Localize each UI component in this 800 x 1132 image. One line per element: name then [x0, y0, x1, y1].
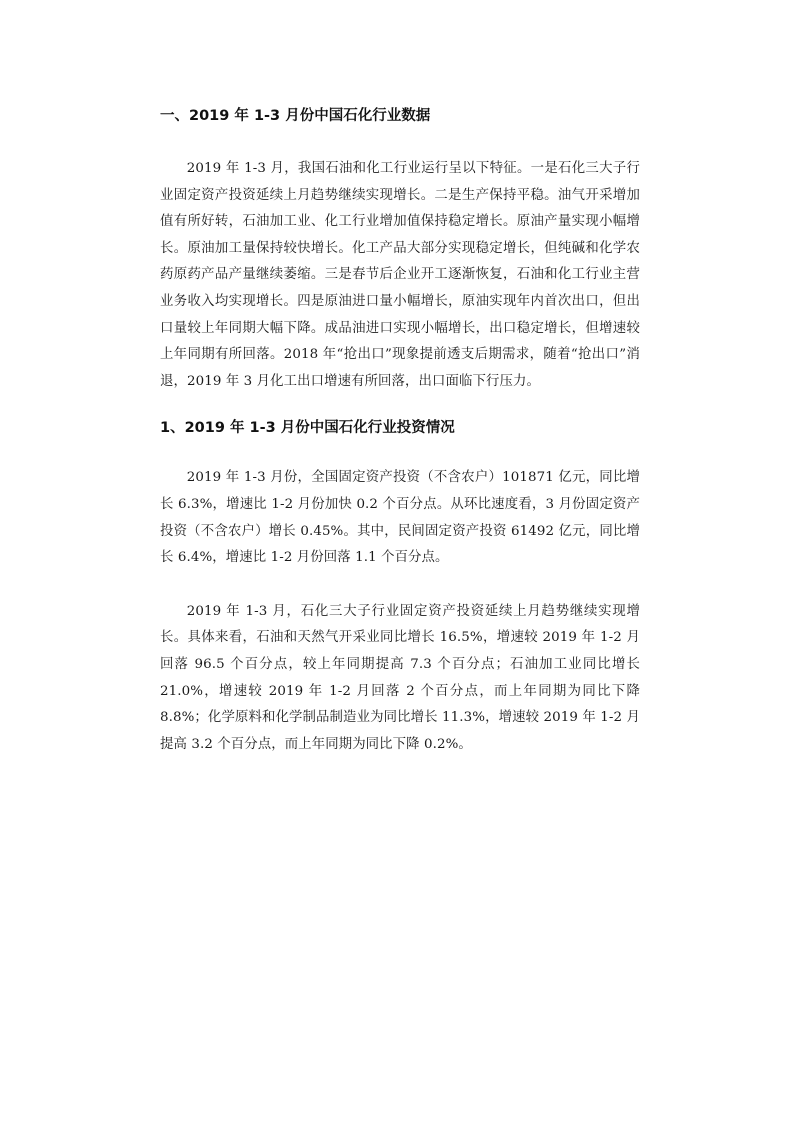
section-heading-investment: 1、2019 年 1-3 月份中国石化行业投资情况 — [160, 420, 455, 437]
document-page — [160, 96, 640, 758]
paragraph-subsector-investment: 2019 年 1-3 月，石化三大子行业固定资产投资延续上月趋势继续实现增长。具体来看，石油和天然气开采业同比增长 16.5%，增速较 2019 年 1-2 月回落 96.5 个百分点，较上年同期提高 7.3 个百分点；石油加工业同比增长 21.0%，增速较 2019 年 1-2 月回落 2 个百分点，而上年同期为同比下降 8.8%；化学原料和化学制品制造业为同比增长 11.3%，增速较 2019 年 1-2 月提高 3.2 个百分点，而上年同期为同比下降 0.2%。 — [160, 603, 640, 752]
section-heading-industry-data: 一、2019 年 1-3 月份中国石化行业数据 — [160, 108, 431, 124]
paragraph-industry-overview: 2019 年 1-3 月，我国石油和化工行业运行呈以下特征。一是石化三大子行业固定资产投资延续上月趋势继续实现增长。二是生产保持平稳。油气开采增加值有所好转，石油加工业、化工行业增加值保持稳定增长。原油产量实现小幅增长。原油加工量保持较快增长。化工产品大部分实现稳定增长，但纯碱和化学农药原药产品产量继续萎缩。三是春节后企业开工逐渐恢复，石油和化工行业主营业务收入均实现增长。四是原油进口量小幅增长，原油实现年内首次出口，但出口量较上年同期大幅下降。成品油进口实现小幅增长，出口稳定增长，但增速较上年同期有所回落。2018 年“抢出口”现象提前透支后期需求，随着“抢出口”消退，2019 年 3 月化工出口增速有所回落，出口面临下行压力。 — [160, 161, 640, 389]
paragraph-fixed-asset-investment: 2019 年 1-3 月份，全国固定资产投资（不含农户）101871 亿元，同比增长 6.3%，增速比 1-2 月份加快 0.2 个百分点。从环比速度看，3 月份固定资产投资（不含农户）增长 0.45%。其中，民间固定资产投资 61492 亿元，同比增长 6.4%，增速比 1-2 月份回落 1.1 个百分点。 — [160, 470, 640, 566]
